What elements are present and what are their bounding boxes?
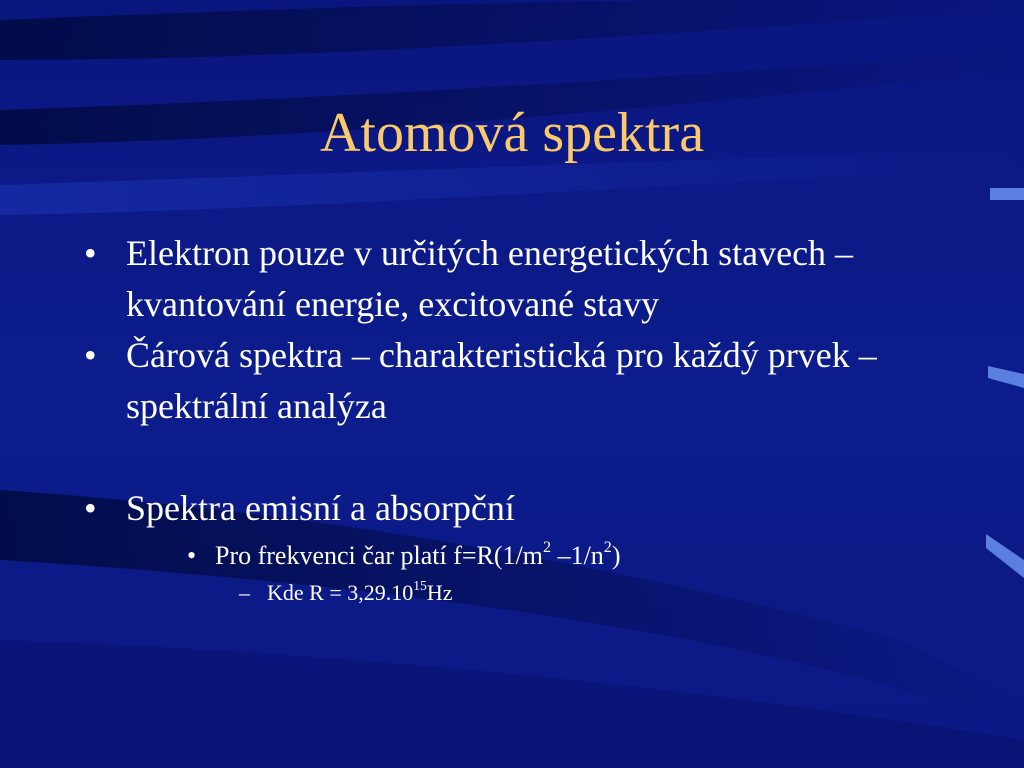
slide-title: Atomová spektra	[319, 102, 705, 164]
bullet-text: Čárová spektra – charakteristická pro každý prvek – spektrální analýza	[126, 335, 877, 426]
formula-exponent: 2	[543, 538, 552, 556]
formula-middle: –1/n	[551, 541, 604, 570]
formula-exponent: 2	[603, 538, 612, 556]
formula-suffix: )	[611, 541, 621, 570]
accent-mark-1	[990, 188, 1024, 200]
bullet-text: Elektron pouze v určitých energetických stavech – kvantování energie, excitované stavy	[126, 233, 854, 324]
sub-bullet-item	[187, 538, 964, 574]
constant-unit: Hz	[426, 580, 453, 605]
accent-mark-2	[988, 366, 1024, 388]
bullet-item	[84, 330, 964, 432]
accent-mark-3	[986, 534, 1024, 578]
constant-exponent: 15	[413, 577, 427, 593]
constant-prefix: Kde R = 3,29.10	[267, 580, 414, 605]
formula-text	[215, 538, 621, 570]
sub-sub-bullet-item	[239, 578, 964, 608]
bullet-dash: –	[239, 580, 250, 605]
bullet-item	[84, 228, 964, 330]
bullet-dot: •	[187, 541, 197, 570]
slide-content	[84, 228, 964, 608]
formula-prefix: Pro frekvenci čar platí f=R(1/m	[215, 541, 543, 570]
spacer	[84, 432, 964, 483]
bullet-dot: •	[84, 335, 97, 375]
bullet-item	[84, 483, 964, 534]
bullet-text: Spektra emisní a absorpční	[126, 488, 515, 528]
bullet-dot: •	[84, 233, 97, 273]
bullet-dot: •	[84, 488, 97, 528]
constant-text	[267, 577, 453, 605]
